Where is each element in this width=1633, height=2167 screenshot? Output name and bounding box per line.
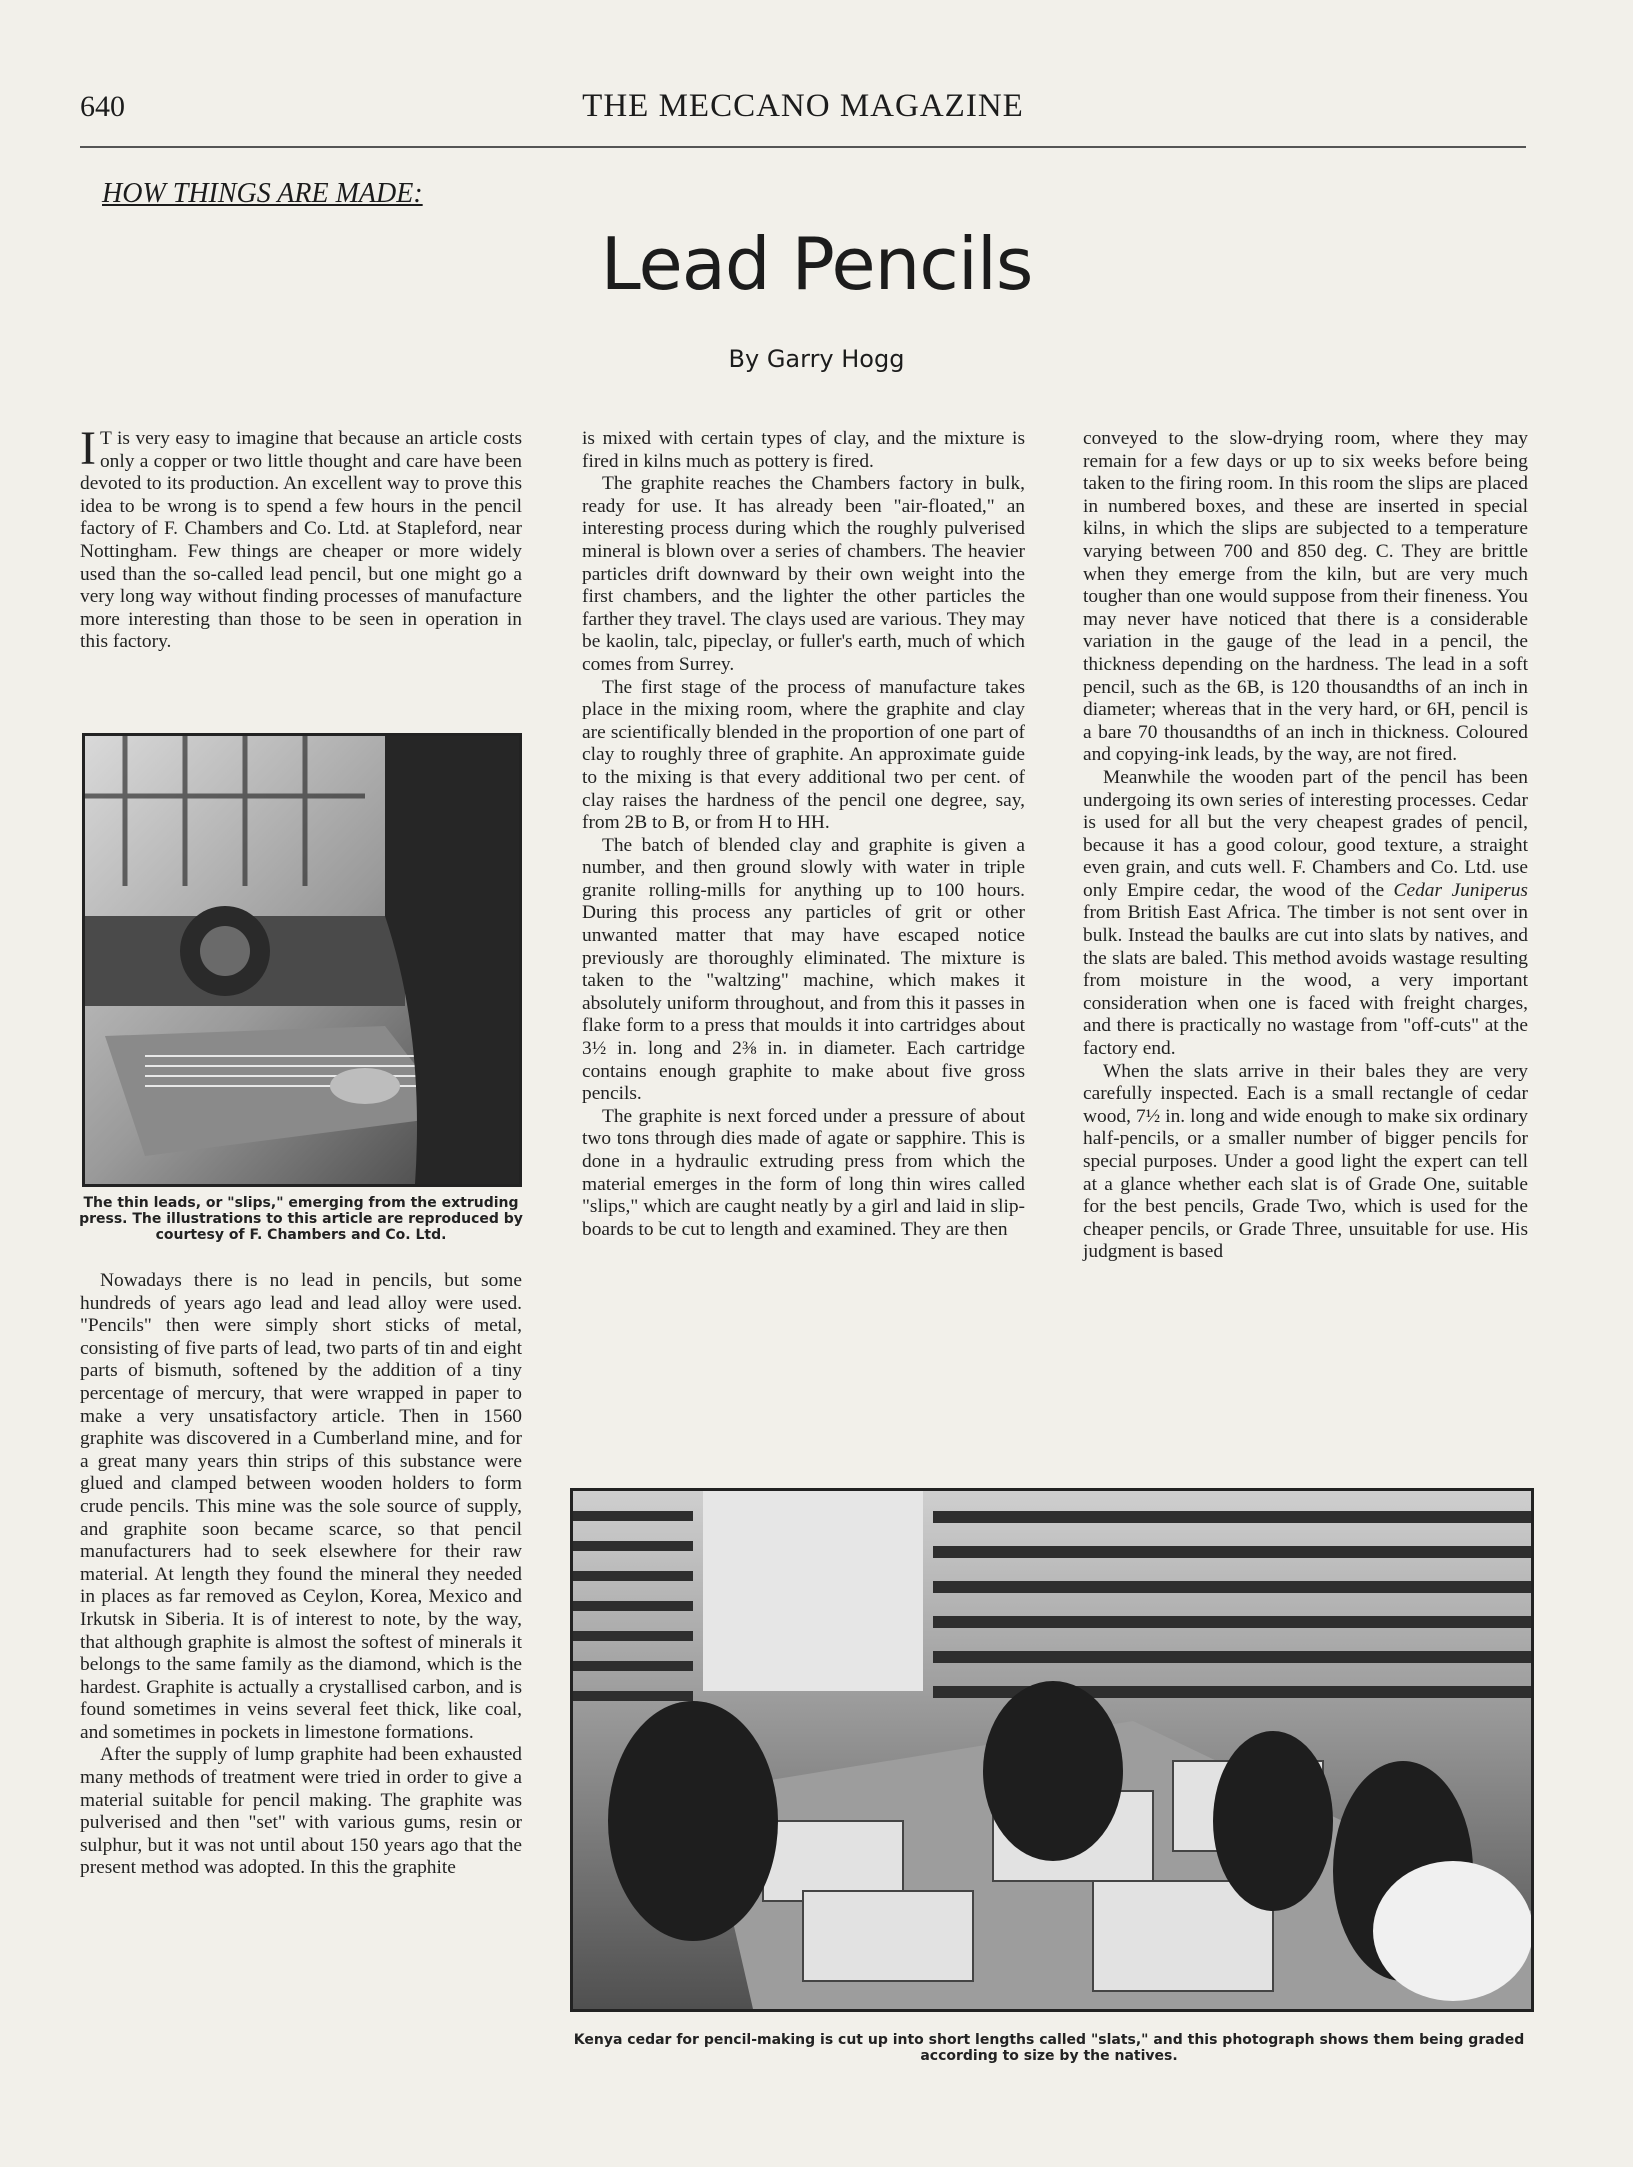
- drop-cap: I: [80, 422, 96, 475]
- cedar-slats-photo-image: [573, 1491, 1531, 2009]
- paragraph: The graphite is next forced under a pressure of about two tons through dies made of agate or sapphire. This is done in a hydraulic extruding press from which the material emerges in the form of long thin wires called "slips," which are caught neatly by a girl and laid in slip-boards to be cut to length and examined. They are then: [582, 1105, 1025, 1240]
- article-title: Lead Pencils: [600, 222, 1033, 306]
- page-header: [80, 88, 1526, 148]
- series-heading: HOW THINGS ARE MADE:: [102, 178, 423, 209]
- paragraph: After the supply of lump graphite had been exhausted many methods of treatment were tried in order to give a material suitable for pencil making. The graphite was pulverised and then "set" with various gums, resin or sulphur, but it was not until about 150 years ago that the present method was adopted. In this the graphite: [80, 1744, 522, 1879]
- extruding-press-photo-image: [85, 736, 519, 1184]
- intro-paragraph: [80, 422, 522, 654]
- photo-cedar-slats-caption: Kenya cedar for pencil-making is cut up into short lengths called "slats," and this photograph shows them being graded according to size by the natives.: [573, 2032, 1525, 2064]
- paragraph: The graphite reaches the Chambers factory in bulk, ready for use. It has already been "air-floated," an interesting process during which the roughly pulverised mineral is blown over a series of chambers. The heavier particles drift downward by their own weight into the first chambers, and the lighter the other particles the farther they travel. The clays used are various. They may be kaolin, talc, pipeclay, or fuller's earth, much of which comes from Surrey.: [582, 473, 1025, 675]
- photo-extruding-press: [82, 733, 522, 1187]
- page-number: 640: [80, 90, 125, 123]
- column-1-intro: [80, 422, 522, 654]
- paragraph: is mixed with certain types of clay, and the mixture is fired in kilns much as pottery is fired.: [582, 428, 1025, 472]
- paragraph: The batch of blended clay and graphite is given a number, and then ground slowly with water in triple granite rolling-mills for anything up to 100 hours. During this process any particles of grit or other unwanted matter that may have escaped notice previously are thoroughly eliminated. The mixture is taken to the "waltzing" machine, which makes it absolutely uniform throughout, and from this it passes in flake form to a press that moulds it into cartridges about 3½ in. long and 2⅜ in. in diameter. Each cartridge contains enough graphite to make about five gross pencils.: [582, 834, 1025, 1105]
- column-2: [582, 428, 1025, 1241]
- paragraph: The first stage of the process of manufacture takes place in the mixing room, where the graphite and clay are scientifically blended in the proportion of one part of clay to roughly three of graphite. An approximate guide to the mixing is that every additional two per cent. of clay raises the hardness of the pencil one degree, say, from 2B to B, or from H to HH.: [582, 676, 1025, 834]
- column-1-body: [80, 1270, 522, 1880]
- paragraph: When the slats arrive in their bales they are very carefully inspected. Each is a small rectangle of cedar wood, 7½ in. long and wide enough to make six ordinary half-pencils, or a smaller number of bigger pencils for special purposes. Under a good light the expert can tell at a glance whether each slat is of Grade One, suitable for the best pencils, Grade Two, which is used for the cheaper pencils, or Grade Three, unsuitable for use. His judgment is based: [1083, 1060, 1528, 1263]
- photo-extruding-press-caption: The thin leads, or "slips," emerging from the extruding press. The illustrations to this article are reproduced by courtesy of F. Chambers and Co. Ltd.: [79, 1195, 523, 1243]
- magazine-title: THE MECCANO MAGAZINE: [582, 88, 1024, 124]
- paragraph: conveyed to the slow-drying room, where they may remain for a few days or up to six weeks before being taken to the firing room. In this room the slips are placed in numbered boxes, and these are inserted in special kilns, in which the slips are subjected to a temperature varying between 700 and 850 deg. C. They are brittle when they emerge from the kiln, but are very much tougher than one would suppose from their fineness. You may never have noticed that there is a considerable variation in the gauge of the lead in a pencil, the thickness depending on the hardness. The lead in a soft pencil, such as the 6B, is 120 thousandths of an inch in diameter; whereas that in the very hard, or 6H, pencil is a bare 70 thousandths of an inch in thickness. Coloured and copying-ink leads, by the way, are not fired.: [1083, 428, 1528, 766]
- paragraph: Nowadays there is no lead in pencils, but some hundreds of years ago lead and lead alloy were used. "Pencils" then were simply short sticks of metal, consisting of five parts of lead, two parts of tin and eight parts of bismuth, softened by the addition of a tiny percentage of mercury, that were wrapped in paper to make a very unsatisfactory article. Then in 1560 graphite was discovered in a Cumberland mine, and for a great many years thin strips of this substance were glued and clamped between wooden holders to form crude pencils. This mine was the sole source of supply, and graphite soon became scarce, so that pencil manufacturers had to seek elsewhere for their raw material. At length they found the mineral they needed in places as far removed as Ceylon, Korea, Mexico and Irkutsk in Siberia. It is of interest to note, by the way, that although graphite is almost the softest of minerals it belongs to the same family as the diamond, which is the hardest. Graphite is actually a crystallised carbon, and is found sometimes in veins several feet thick, like coal, and sometimes in pockets in limestone formations.: [80, 1270, 522, 1743]
- paragraph-text: Meanwhile the wooden part of the pencil has been undergoing its own series of interesting processes. Cedar is used for all but the very cheapest grades of pencil, because it has a good colour, good texture, a straight even grain, and cuts well. F. Chambers and Co. Ltd. use only Empire cedar, the wood of the: [1083, 766, 1528, 901]
- column-3: [1083, 428, 1528, 1264]
- photo-cedar-slats-grading: [570, 1488, 1534, 2012]
- paragraph: [1083, 767, 1528, 1061]
- intro-paragraph-text: T is very easy to imagine that because an article costs only a copper or two little thought and care have been devoted to its production. An excellent way to prove this idea to be wrong is to spend a few hours in the pencil factory of F. Chambers and Co. Ltd. at Stapleford, near Nottingham. Few things are cheaper or more widely used than the so-called lead pencil, but one might go a very long way without finding processes of manufacture more interesting than those to be seen in operation in this factory.: [80, 428, 522, 653]
- byline: By Garry Hogg: [728, 345, 905, 373]
- paragraph-text: from British East Africa. The timber is not sent over in bulk. Instead the baulks are cut into slats by natives, and the slats are baled. This method avoids wastage resulting from moisture in the wood, a very important consideration when one is faced with freight charges, and there is practically no wastage from "off-cuts" at the factory end.: [1083, 902, 1528, 1060]
- species-name: Cedar Juniperus: [1393, 879, 1528, 901]
